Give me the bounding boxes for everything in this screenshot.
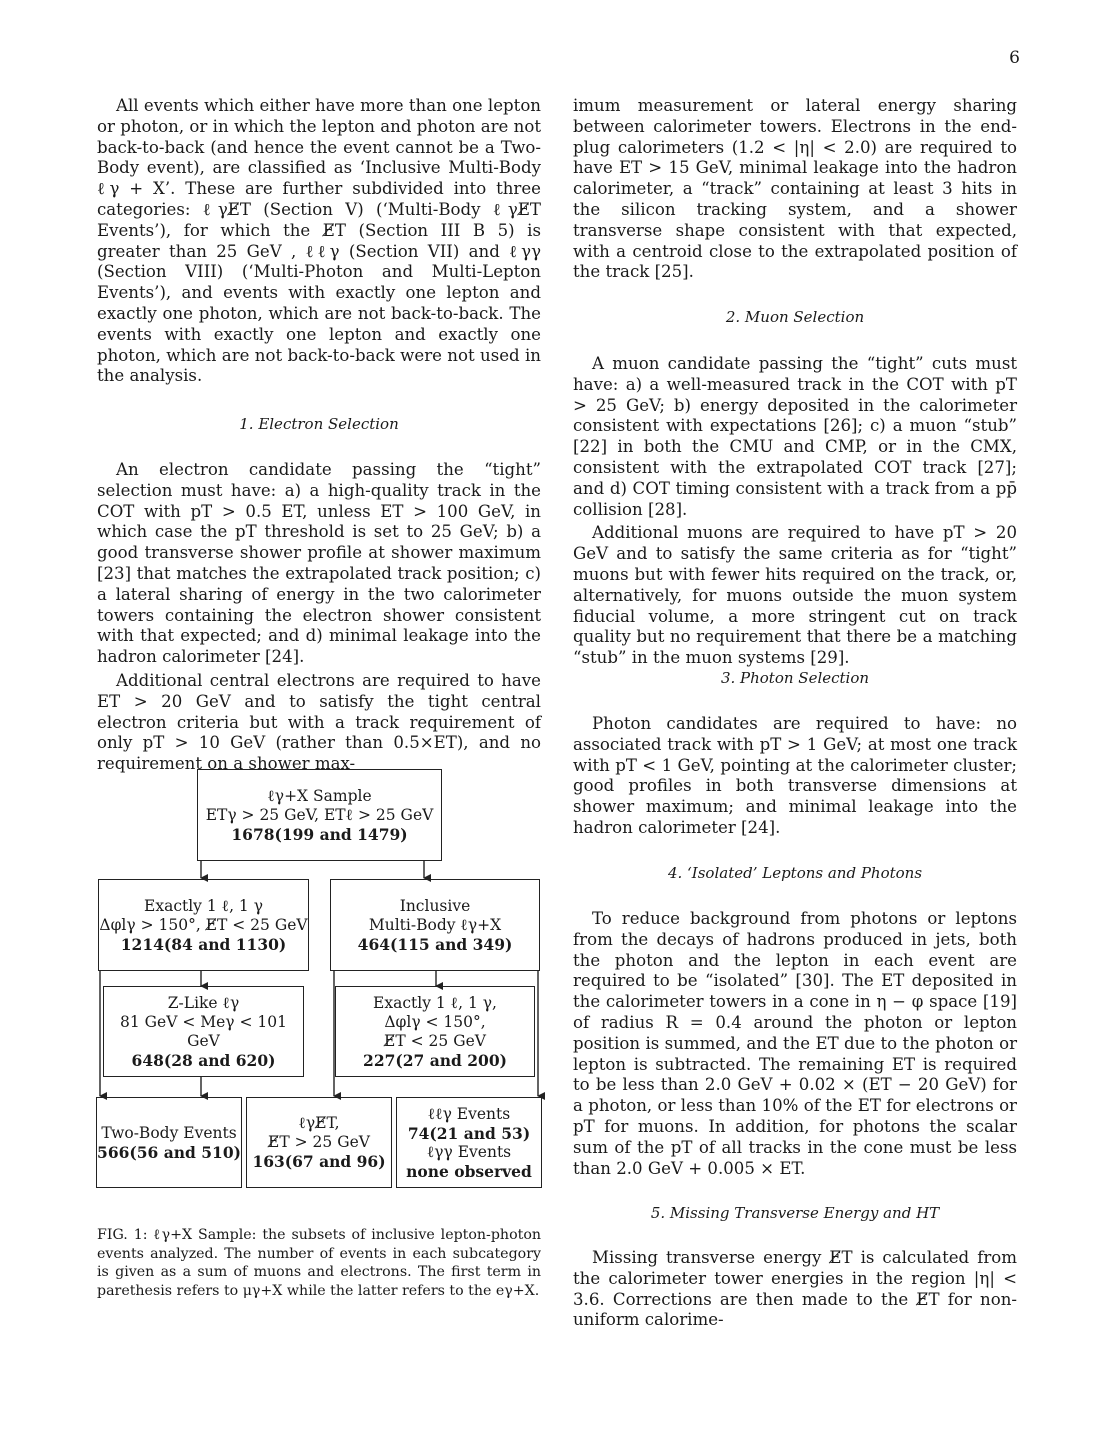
- box-line: E̸T > 25 GeV: [268, 1133, 370, 1151]
- flow-box-exactly-one-not-back: [335, 986, 535, 1077]
- box-line: Two-Body Events: [101, 1123, 237, 1142]
- box-line: Inclusive: [399, 896, 471, 915]
- section-heading: 1. Electron Selection: [239, 415, 399, 433]
- flow-box-exactly-one: [98, 879, 309, 971]
- paragraph: A muon candidate passing the “tight” cuts must have: a) a well-measured track in the COT with pT > 25 GeV; b) energy deposited in the calorimeter consistent with expectations [26]; c) a muon “stub” [22] in both the CMU and CMP, or in the CMX, consistent with the extrapolated COT track [27]; and d) COT timing consistent with a track from a pp̄ collision [28].: [573, 354, 1017, 519]
- box-line: ETγ > 25 GeV, ETℓ > 25 GeV: [205, 805, 434, 824]
- paragraph: To reduce background from photons or leptons from the decays of hadrons produced in jets, both the photon and the lepton in each event are required to be “isolated” [30]. The ET deposited in the calorimeter towers in a cone in η − φ space [19] of radius R = 0.4 around the photon or lepton position is summed, and the ET due to the photon or lepton is subtracted. The remaining ET is required to be less than 2.0 GeV + 0.02 × (ET − 20 GeV) for a photon, or less than 10% of the ET for electrons or pT for muons. In addition, for photons the scalar sum of the pT of all tracks in the cone must be less than 2.0 GeV + 0.005 × ET.: [573, 909, 1017, 1178]
- paragraph: An electron candidate passing the “tight” selection must have: a) a high-quality track in the COT with pT > 0.5 ET, unless ET > 100 GeV, in which case the pT threshold is set to 25 GeV; b) a good transverse shower profile at shower maximum [23] that matches the extrapolated track position; c) a lateral sharing of energy in the two calorimeter towers containing the electron shower consistent with that expected; and d) minimal leakage into the hadron calorimeter [24].: [97, 460, 541, 667]
- paragraph: Additional central electrons are required to have ET > 20 GeV and to satisfy the tight central electron criteria but with a track requirement of only pT > 10 GeV (rather than 0.5×ET), and no requirement on a shower max-: [97, 670, 541, 774]
- box-line: Δφlγ < 150°,: [384, 1012, 486, 1031]
- section-heading: 3. Photon Selection: [720, 669, 870, 687]
- figure-caption: FIG. 1: ℓγ+X Sample: the subsets of inclusive lepton-photon events analyzed. The number of events in each subcategory is given as a sum of muons and electrons. The first term in parethesis refers to μγ+X while the latter refers to the eγ+X.: [97, 1227, 541, 1299]
- box-count: 1214(84 and 1130): [120, 934, 287, 954]
- section-heading: 2. Muon Selection: [725, 308, 865, 326]
- paragraph: Additional muons are required to have pT > 20 GeV and to satisfy the same criteria as for “tight” muons but with fewer hits required on the track, or, alternatively, for muons outside the muon system fiducial volume, a more stringent cut on track quality but no requirement that there be a matching “stub” in the muon systems [29].: [573, 523, 1017, 668]
- section-heading: 5. Missing Transverse Energy and HT: [650, 1204, 940, 1222]
- box-line: ℓℓγ Events: [427, 1104, 511, 1123]
- box-count: 74(21 and 53): [407, 1123, 531, 1143]
- flow-box-sample: [197, 769, 442, 861]
- flow-box-zlike: [103, 986, 304, 1077]
- paragraph: All events which either have more than one lepton or photon, or in which the lepton and photon are not back-to-back (and hence the event cannot be a Two-Body event), are classified as ‘Inclusive Multi-Body ℓγ + X’. These are further subdivided into three categories: ℓγE̸T (Section V) (‘Multi-Body ℓγE̸T Events’), for which the E̸T (Section III B 5) is greater than 25 GeV , ℓℓγ (Section VII) and ℓγγ (Section VIII) (‘Multi-Photon and Multi-Lepton Events’), and events with exactly one lepton and exactly one photon, which are not back-to-back. The events with exactly one lepton and exactly one photon, which are not back-to-back were not used in the analysis.: [97, 96, 541, 386]
- box-count: 163(67 and 96): [252, 1152, 386, 1171]
- paragraph: imum measurement or lateral energy sharing between calorimeter towers. Electrons in the end-plug calorimeters (1.2 < |η| < 2.0) are required to have ET > 15 GeV, minimal leakage into the hadron calorimeter, a “track” containing at least 3 hits in the silicon tracking system, and a shower transverse shape consistent with that expected, with a centroid close to the extrapolated position of the track [25].: [573, 96, 1017, 282]
- box-count: 566(56 and 510): [97, 1142, 241, 1162]
- flow-box-multi: [396, 1097, 542, 1188]
- box-line: E̸T < 25 GeV: [384, 1031, 486, 1050]
- box-count: 1678(199 and 1479): [231, 824, 408, 844]
- box-line: ℓγE̸T,: [298, 1114, 340, 1132]
- box-count: 464(115 and 349): [357, 934, 513, 954]
- section-heading: 4. ‘Isolated’ Leptons and Photons: [667, 864, 923, 882]
- flow-box-two-body: [96, 1097, 242, 1188]
- paragraph: Missing transverse energy E̸T is calculated from the calorimeter tower energies in the region |η| < 3.6. Corrections are then made to the E̸T for non-uniform calorime-: [573, 1248, 1017, 1330]
- box-line: Exactly 1 ℓ, 1 γ,: [373, 993, 497, 1012]
- box-line: Multi-Body ℓγ+X: [368, 915, 502, 934]
- box-line: 81 GeV < Meγ < 101 GeV: [120, 1012, 287, 1050]
- box-line: ℓγγ Events: [426, 1142, 512, 1161]
- paragraph: Photon candidates are required to have: no associated track with pT > 1 GeV; at most one track with pT < 1 GeV, pointing at the calorimeter cluster; good profiles in both transverse dimensions at shower maximum; and minimal leakage into the hadron calorimeter [24].: [573, 714, 1017, 837]
- box-count: 227(27 and 200): [363, 1050, 507, 1070]
- box-line: Z-Like ℓγ: [167, 993, 240, 1012]
- box-count: 648(28 and 620): [131, 1050, 276, 1070]
- box-line: Δφlγ > 150°, E̸T < 25 GeV: [99, 915, 308, 934]
- box-line: Exactly 1 ℓ, 1 γ: [144, 896, 263, 915]
- flow-box-inclusive: [330, 879, 540, 971]
- flow-box-lg-met: [246, 1097, 392, 1188]
- page-number: 6: [1009, 48, 1020, 68]
- box-count: none observed: [406, 1161, 532, 1181]
- box-line: ℓγ+X Sample: [267, 786, 372, 805]
